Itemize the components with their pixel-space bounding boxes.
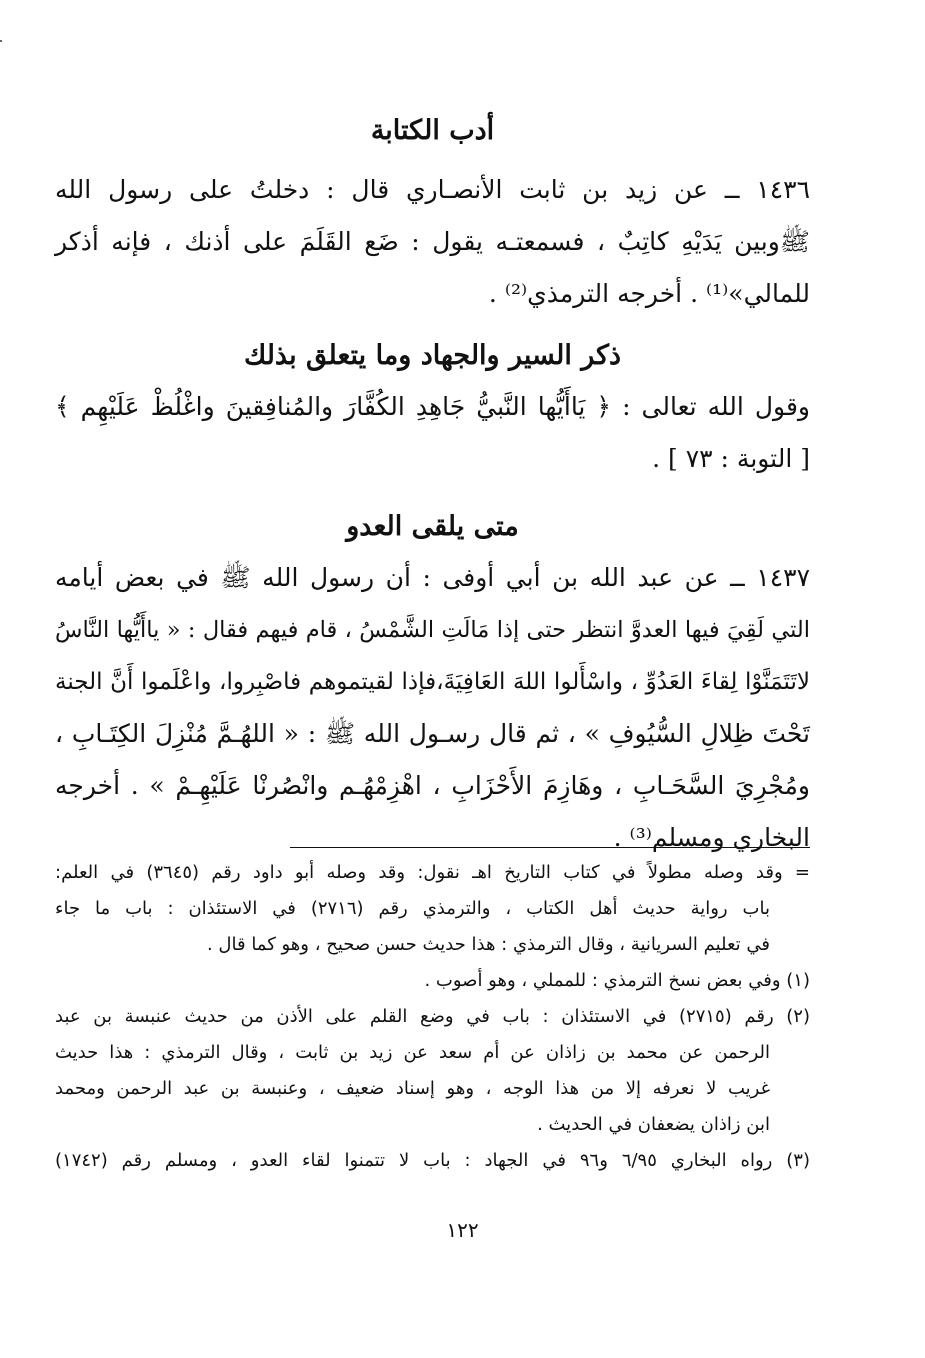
text-line: ١٤٣٦ ــ عن زيد بن ثابت الأنصـاري قال : دخلتُ على رسول الله (55, 175, 810, 204)
footnote-2 (55, 999, 810, 1143)
page-number: ١٢٢ (446, 1218, 479, 1242)
footnote-line: ابن زاذان يضعفان في الحديث . (537, 1114, 770, 1135)
section-heading-writing-etiquette: أدب الكتابة (370, 115, 495, 146)
footnote-line: (١) وفي بعض نسخ الترمذي : للمملي ، وهو أصوب . (424, 970, 810, 991)
footnotes (55, 855, 810, 1179)
text-line: تَحْتَ ظِلالِ السُّيُوفِ » ، ثم قال رسـول الله ﷺ : « اللهُـمَّ مُنْزِلَ الكِتَـابِ ، (55, 719, 810, 748)
quran-verse-paragraph (55, 381, 810, 485)
section-heading-jihad: ذكر السير والجهاد وما يتعلق بذلك (243, 340, 622, 371)
footnote-3 (55, 1143, 810, 1179)
footnote-continuation (55, 855, 810, 963)
hadith-1437 (55, 552, 810, 864)
text-line: ١٤٣٧ ــ عن عبد الله بن أبي أوفى : أن رسول الله ﷺ في بعض أيامه (55, 563, 810, 592)
text-line: ومُجْرِيَ السَّحَـابِ ، وهَازِمَ الأَحْزَابِ ، اهْزِمْهُـم وانْصُرنْا عَلَيْهِـمْ » . أخرجه (55, 771, 810, 800)
footnote-line: غريب لا نعرفه إلا من هذا الوجه ، وهو إسناد ضعيف ، وعنبسة بن عبد الرحمن ومحمد (55, 1078, 770, 1099)
section-heading-meeting-enemy: متى يلقى العدو (346, 511, 519, 542)
footnote-line: (٢) رقم (٢٧١٥) في الاستئذان : باب في وضع القلم على الأذن من حديث عنبسة بن عبد (55, 1006, 810, 1027)
text-line: [ التوبة : ٧٣ ] . (652, 444, 810, 473)
scan-edge-mark (0, 40, 2, 42)
main-text (55, 95, 810, 864)
text-line: للمالي»⁽¹⁾ . أخرجه الترمذي⁽²⁾ . (488, 279, 810, 308)
footnote-line: (٣) رواه البخاري ٦/٩٥ و٩٦ في الجهاد : باب لا تتمنوا لقاء العدو ، ومسلم رقم (١٧٤٢) (55, 1150, 810, 1171)
text-line: لاتَتَمَنَّوْا لِقاءَ العَدُوِّ ، واسْأَلوا اللهَ العَافِيَةَ،فإذا لقيتموهم فاصْبِروا، واعْلَموا أَنَّ الجنة (55, 669, 810, 695)
hadith-1436 (55, 164, 810, 320)
footnote-line: = وقد وصله مطولاً في كتاب التاريخ اهـ نقول: وقد وصله أبو داود رقم (٣٦٤٥) في العلم: (55, 862, 810, 883)
text-line: وقول الله تعالى : ﴿ يَاأَيُّها النَّبيُّ جَاهِدِ الكُفَّارَ والمُنافِقينَ واغْلُظْ عَلَيْهِم ﴾ (55, 392, 810, 421)
footnote-1 (55, 963, 810, 999)
footnote-line: الرحمن عن محمد بن زاذان عن أم سعد عن زيد بن ثابت ، وقال الترمذي : هذا حديث (55, 1042, 770, 1063)
text-line: ﷺوبين يَدَيْهِ كاتِبٌ ، فسمعتـه يقول : ضَع القَلَمَ على أذنك ، فإنه أذكر (55, 227, 810, 256)
text-line: البخاري ومسلم⁽³⁾ . (613, 823, 810, 852)
footnote-line: باب رواية حديث أهل الكتاب ، والترمذي رقم (٢٧١٦) في الاستئذان : باب ما جاء (55, 898, 770, 919)
footnote-line: في تعليم السريانية ، وقال الترمذي : هذا حديث حسن صحيح ، وهو كما قال . (206, 934, 770, 955)
footnote-separator (290, 847, 810, 848)
text-line: التي لَقِيَ فيها العدوَّ انتظر حتى إذا مَالَتِ الشَّمْسُ ، قام فيهم فقال : « ياأَيُّها النَّاسُ (55, 617, 810, 643)
